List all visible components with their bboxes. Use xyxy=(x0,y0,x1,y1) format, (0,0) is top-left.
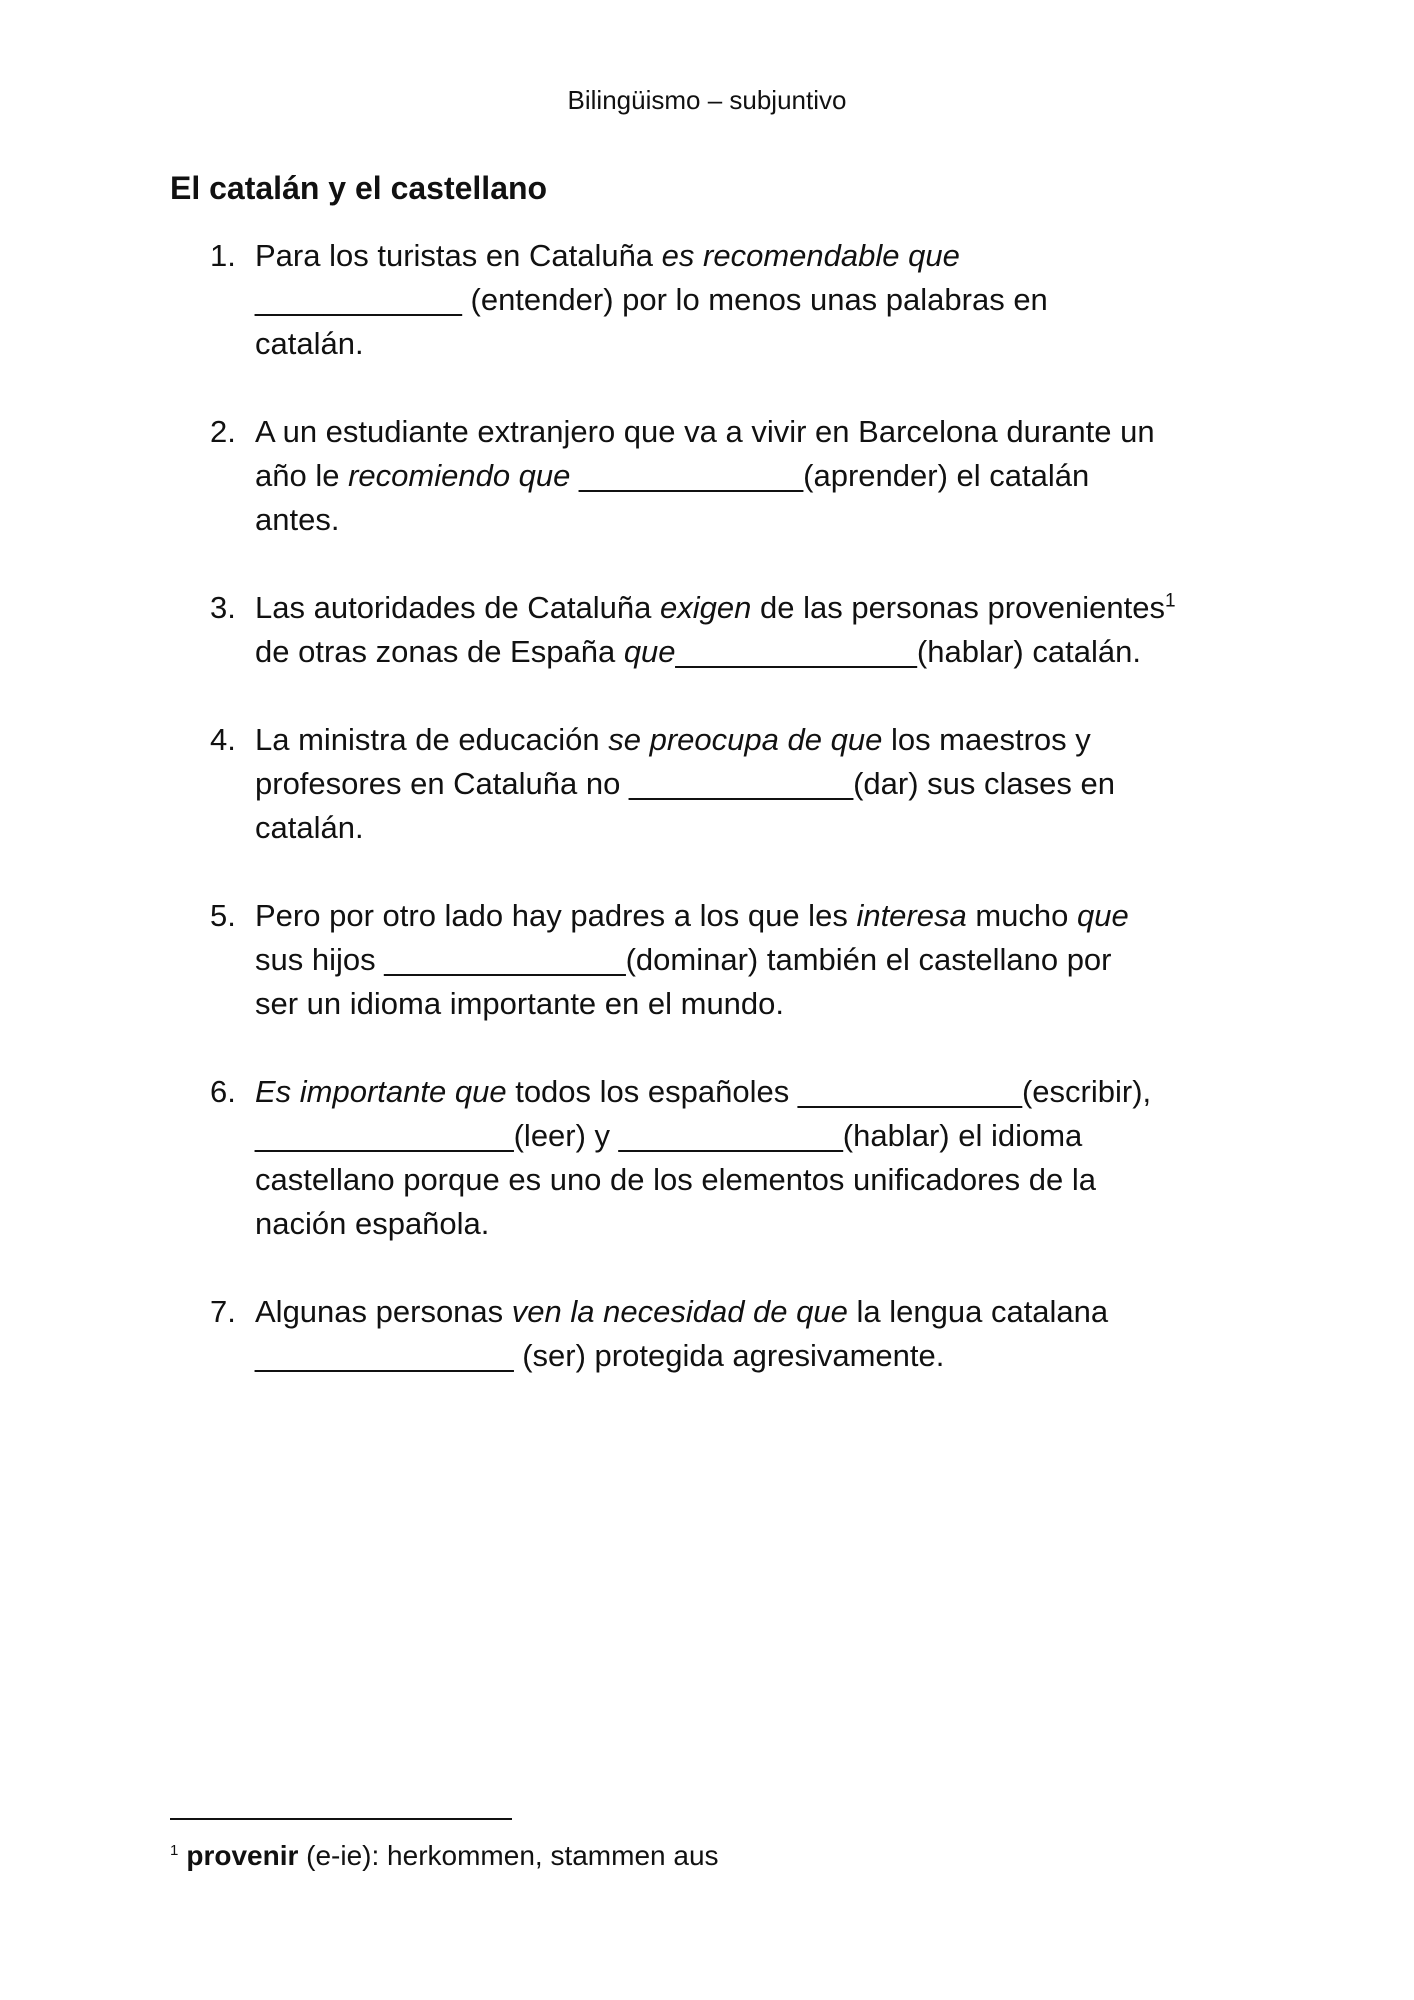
item-text-italic: que xyxy=(1077,898,1129,933)
item-text: _______________ (ser) protegida agresivamente. xyxy=(255,1338,945,1373)
item-text: Algunas personas xyxy=(255,1294,512,1329)
footnote xyxy=(170,1838,719,1874)
exercise-list xyxy=(198,234,1258,1422)
item-text: La ministra de educación xyxy=(255,722,609,757)
item-number: 1. xyxy=(210,238,236,273)
item-text: catalán. xyxy=(255,326,364,361)
item-text: todos los españoles _____________(escribir), xyxy=(506,1074,1152,1109)
exercise-item-6 xyxy=(198,1070,1258,1246)
item-text-italic: Es importante que xyxy=(255,1074,507,1109)
item-text: castellano porque es uno de los elementos unificadores de la xyxy=(255,1162,1096,1197)
footnote-reference: 1 xyxy=(1164,590,1176,612)
item-text: Las autoridades de Cataluña xyxy=(255,590,661,625)
item-number: 5. xyxy=(210,898,236,933)
footnote-definition: (e-ie): herkommen, stammen aus xyxy=(298,1840,719,1871)
page-header: Bilingüismo – subjuntivo xyxy=(567,85,847,115)
exercise-item-1 xyxy=(198,234,1258,366)
item-text: año le xyxy=(255,458,349,493)
item-text: antes. xyxy=(255,502,340,537)
item-text: Para los turistas en Cataluña xyxy=(255,238,662,273)
item-text-italic: que xyxy=(623,634,676,669)
item-text-italic: recomiendo que xyxy=(348,458,571,493)
item-text: mucho xyxy=(966,898,1078,933)
footnote-separator xyxy=(170,1818,512,1820)
item-text: _____________(aprender) el catalán xyxy=(570,458,1090,493)
item-text: _______________(leer) y _____________(hablar) el idioma xyxy=(255,1118,1083,1153)
item-text: de otras zonas de España xyxy=(255,634,624,669)
item-text-italic: se preocupa de que xyxy=(608,722,883,757)
item-text: Pero por otro lado hay padres a los que les xyxy=(255,898,857,933)
item-text-italic: exigen xyxy=(660,590,752,625)
footnote-term: provenir xyxy=(186,1840,299,1871)
exercise-item-2 xyxy=(198,410,1258,542)
exercise-item-3 xyxy=(198,586,1258,674)
item-number: 3. xyxy=(210,590,236,625)
item-number: 6. xyxy=(210,1074,236,1109)
item-text: la lengua catalana xyxy=(847,1294,1109,1329)
item-text-italic: es recomendable que xyxy=(661,238,960,273)
item-text: nación española. xyxy=(255,1206,490,1241)
item-text: sus hijos ______________(dominar) también el castellano por xyxy=(255,942,1112,977)
item-text: ____________ (entender) por lo menos unas palabras en xyxy=(255,282,1048,317)
item-text: ser un idioma importante en el mundo. xyxy=(255,986,785,1021)
item-number: 2. xyxy=(210,414,236,449)
item-number: 4. xyxy=(210,722,236,757)
item-text: catalán. xyxy=(255,810,364,845)
item-text: de las personas provenientes xyxy=(751,590,1165,625)
item-text: A un estudiante extranjero que va a vivir en Barcelona durante un xyxy=(255,414,1155,449)
document-title: El catalán y el castellano xyxy=(170,170,548,206)
item-text: los maestros y xyxy=(882,722,1091,757)
item-number: 7. xyxy=(210,1294,236,1329)
item-text-italic: ven la necesidad de que xyxy=(511,1294,848,1329)
exercise-item-4 xyxy=(198,718,1258,850)
footnote-mark: 1 xyxy=(170,1841,179,1859)
exercise-item-7 xyxy=(198,1290,1258,1378)
item-text: profesores en Cataluña no _____________(dar) sus clases en xyxy=(255,766,1115,801)
exercise-item-5 xyxy=(198,894,1258,1026)
item-text: ______________(hablar) catalán. xyxy=(675,634,1141,669)
item-text-italic: interesa xyxy=(856,898,967,933)
